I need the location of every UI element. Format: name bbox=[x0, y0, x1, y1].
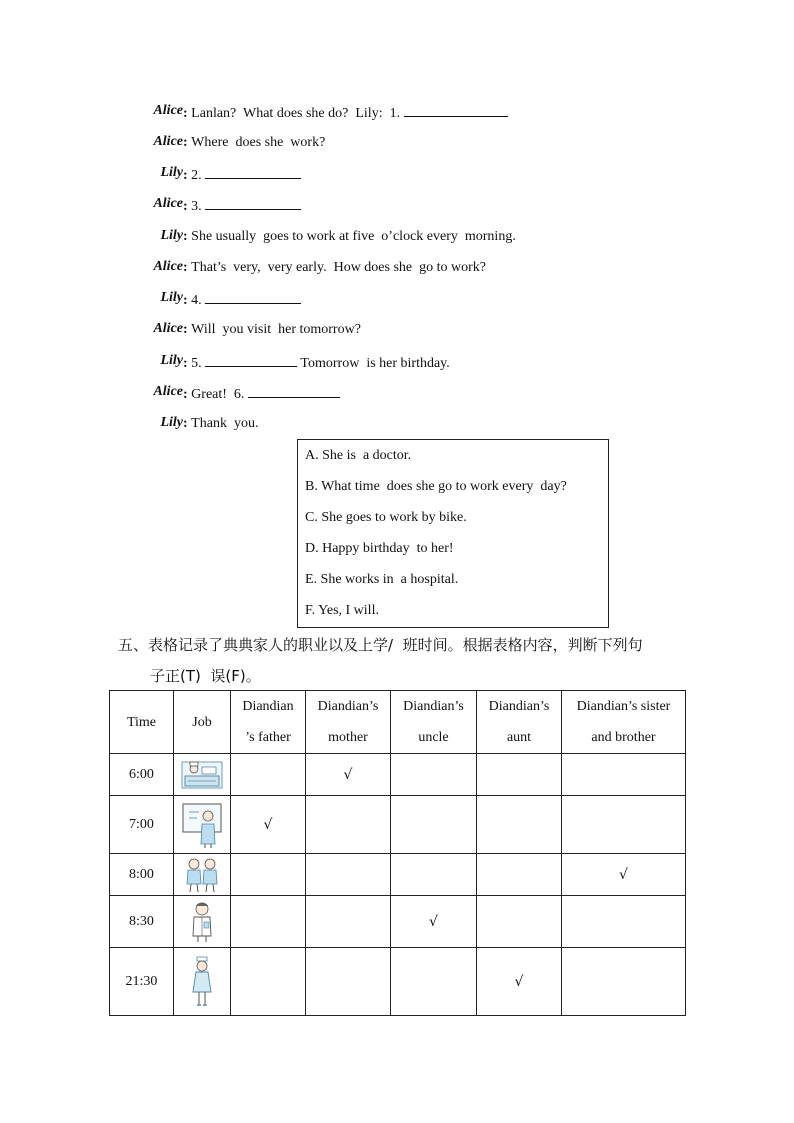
speaker-label: Lily bbox=[160, 165, 183, 180]
header-father: Diandian ’s father bbox=[231, 691, 306, 754]
check-cell bbox=[562, 754, 686, 796]
time-cell: 8:30 bbox=[110, 896, 174, 948]
check-cell bbox=[562, 796, 686, 854]
check-cell bbox=[306, 896, 391, 948]
dialogue-text-after: Tomorrow is her birthday. bbox=[297, 356, 450, 371]
header-aunt: Diandian’s aunt bbox=[477, 691, 562, 754]
teacher-icon bbox=[181, 800, 223, 850]
speaker-label: Alice bbox=[153, 321, 183, 336]
dialogue-line: : Great! 6. bbox=[183, 384, 340, 404]
nurse-icon bbox=[189, 956, 215, 1008]
speaker-label: Lily bbox=[160, 415, 183, 430]
dialogue-line: : 4. bbox=[183, 290, 301, 310]
check-cell bbox=[231, 896, 306, 948]
check-cell bbox=[391, 754, 477, 796]
job-cell bbox=[174, 754, 231, 796]
speaker-label: Lily bbox=[160, 290, 183, 305]
table-row bbox=[110, 796, 686, 854]
speaker-label: Alice bbox=[153, 103, 183, 118]
table-row bbox=[110, 754, 686, 796]
check-cell: √ bbox=[477, 948, 562, 1016]
dialogue-line: : Thank you. bbox=[183, 416, 259, 431]
header-time: Time bbox=[110, 691, 174, 754]
answer-blank[interactable] bbox=[205, 165, 301, 179]
job-cell bbox=[174, 796, 231, 854]
section-title: 五、表格记录了典典家人的职业以及上学/ 班时间。根据表格内容，判断下列句 bbox=[118, 636, 643, 654]
dialogue-text: 4. bbox=[191, 293, 206, 308]
answer-blank[interactable] bbox=[248, 384, 340, 398]
option-a: A. She is a doctor. bbox=[305, 448, 412, 463]
check-cell bbox=[231, 754, 306, 796]
dialogue-text: 2. bbox=[191, 168, 206, 183]
dialogue-text: That’s very, very early. How does she go to work? bbox=[191, 260, 486, 275]
speaker-label: Alice bbox=[153, 134, 183, 149]
dialogue-text: Will you visit her tomorrow? bbox=[191, 322, 361, 337]
dialogue-line: : 5. Tomorrow is her birthday. bbox=[183, 353, 450, 373]
header-siblings: Diandian’s sister and brother bbox=[562, 691, 686, 754]
cook-icon bbox=[180, 758, 224, 792]
check-cell: √ bbox=[231, 796, 306, 854]
check-cell bbox=[306, 796, 391, 854]
schedule-table bbox=[109, 690, 686, 1016]
check-cell: √ bbox=[306, 754, 391, 796]
check-cell bbox=[562, 896, 686, 948]
dialogue-text: Thank you. bbox=[191, 416, 259, 431]
answer-blank[interactable] bbox=[205, 353, 297, 367]
job-cell bbox=[174, 896, 231, 948]
table-row bbox=[110, 854, 686, 896]
dialogue-line: : Lanlan? What does she do? Lily: 1. bbox=[183, 103, 508, 123]
answer-blank[interactable] bbox=[404, 103, 508, 117]
check-cell bbox=[477, 754, 562, 796]
dialogue-text: Great! 6. bbox=[191, 387, 248, 402]
speaker-label: Alice bbox=[153, 384, 183, 399]
dialogue-line: : 3. bbox=[183, 196, 301, 216]
time-cell: 7:00 bbox=[110, 796, 174, 854]
table-row bbox=[110, 948, 686, 1016]
speaker-label: Lily bbox=[160, 353, 183, 368]
check-cell bbox=[562, 948, 686, 1016]
doctor-icon bbox=[187, 900, 217, 944]
header-job: Job bbox=[174, 691, 231, 754]
check-cell bbox=[306, 854, 391, 896]
option-f: F. Yes, I will. bbox=[305, 603, 379, 618]
option-d: D. Happy birthday to her! bbox=[305, 541, 454, 556]
table-row bbox=[110, 896, 686, 948]
option-c: C. She goes to work by bike. bbox=[305, 510, 467, 525]
options-box bbox=[297, 439, 609, 628]
students-icon bbox=[182, 856, 222, 894]
time-cell: 6:00 bbox=[110, 754, 174, 796]
dialogue-line: : She usually goes to work at five o’clock every morning. bbox=[183, 229, 516, 244]
check-cell: √ bbox=[391, 896, 477, 948]
check-cell bbox=[477, 854, 562, 896]
speaker-label: Lily bbox=[160, 228, 183, 243]
dialogue-line: : 2. bbox=[183, 165, 301, 185]
header-uncle: Diandian’s uncle bbox=[391, 691, 477, 754]
check-cell: √ bbox=[562, 854, 686, 896]
speaker-label: Alice bbox=[153, 196, 183, 211]
check-cell bbox=[391, 796, 477, 854]
dialogue-line: : Where does she work? bbox=[183, 135, 326, 150]
dialogue-line: : Will you visit her tomorrow? bbox=[183, 322, 361, 337]
time-cell: 21:30 bbox=[110, 948, 174, 1016]
dialogue-text: 5. bbox=[191, 356, 206, 371]
option-b: B. What time does she go to work every day? bbox=[305, 479, 567, 494]
check-cell bbox=[477, 796, 562, 854]
check-cell bbox=[231, 948, 306, 1016]
answer-blank[interactable] bbox=[205, 196, 301, 210]
header-row bbox=[110, 691, 686, 754]
dialogue-text: 3. bbox=[191, 199, 206, 214]
check-cell bbox=[391, 948, 477, 1016]
dialogue-text: Lanlan? What does she do? Lily: 1. bbox=[191, 106, 404, 121]
dialogue-line: : That’s very, very early. How does she go to work? bbox=[183, 260, 486, 275]
answer-blank[interactable] bbox=[205, 290, 301, 304]
job-cell bbox=[174, 854, 231, 896]
time-cell: 8:00 bbox=[110, 854, 174, 896]
job-cell bbox=[174, 948, 231, 1016]
section-title-cont: 子正(T) 误(F)。 bbox=[150, 667, 261, 685]
speaker-label: Alice bbox=[153, 259, 183, 274]
check-cell bbox=[231, 854, 306, 896]
check-cell bbox=[306, 948, 391, 1016]
check-cell bbox=[391, 854, 477, 896]
check-cell bbox=[477, 896, 562, 948]
option-e: E. She works in a hospital. bbox=[305, 572, 459, 587]
dialogue-text: She usually goes to work at five o’clock every morning. bbox=[191, 229, 516, 244]
header-mother: Diandian’s mother bbox=[306, 691, 391, 754]
dialogue-text: Where does she work? bbox=[191, 135, 326, 150]
